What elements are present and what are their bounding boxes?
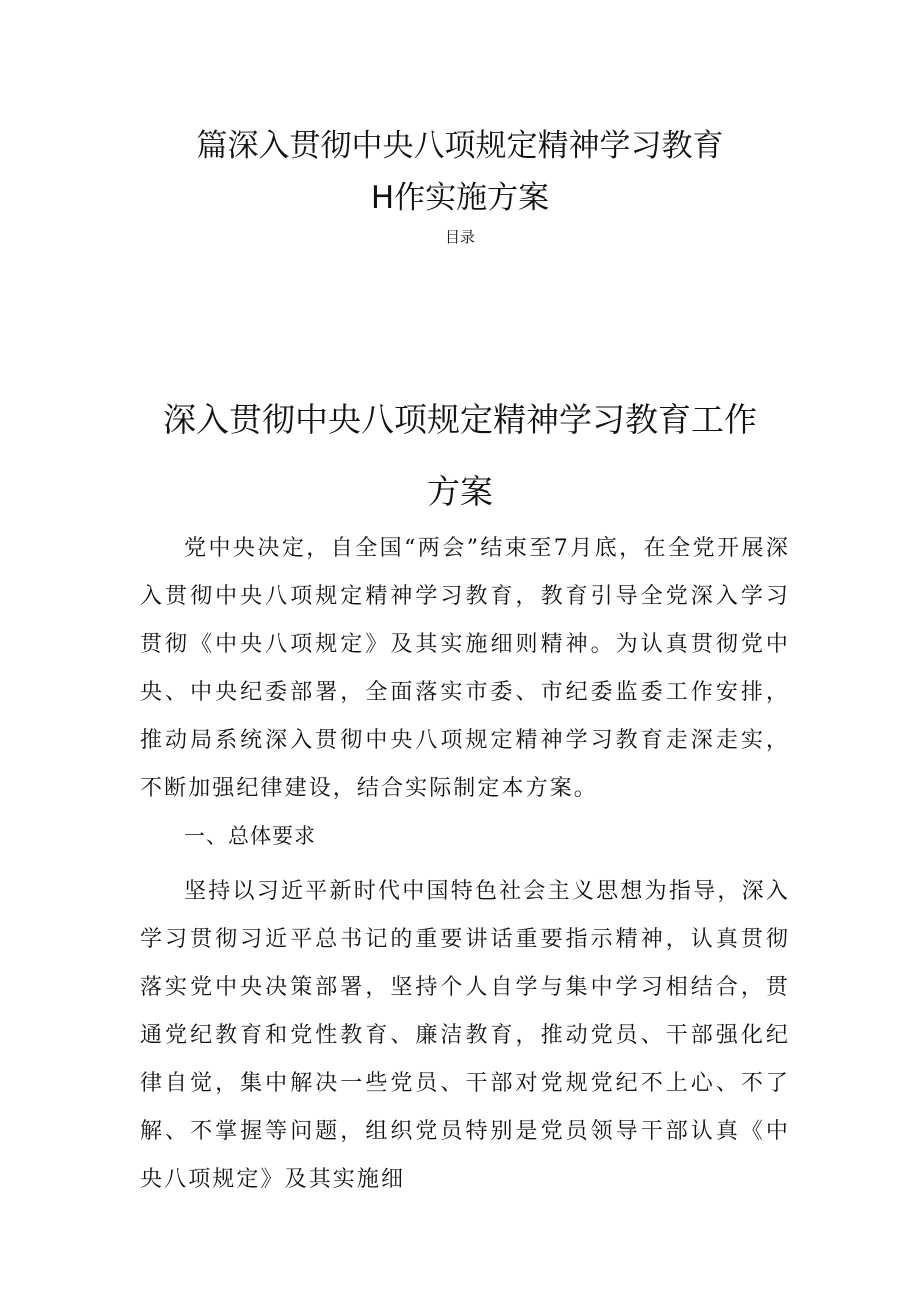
document-title-line2: 方案 — [427, 472, 493, 511]
cover-title-line1: 篇深入贯彻中央八项规定精神学习教育 — [196, 128, 724, 164]
cover-title-line2: H作实施方案 — [370, 180, 550, 216]
paragraph-general-requirements — [140, 868, 790, 1204]
paragraph-general-requirements-text: 坚持以习近平新时代中国特色社会主义思想为指导，深入学习贯彻习近平总书记的重要讲话重要指示精神，认真贯彻落实党中央决策部署，坚持个人自学与集中学习相结合，贯通党纪教育和党性教育、廉洁教育，推动党员、干部强化纪律自觉，集中解决一些党员、干部对党规党纪不上心、不了解、不掌握等问题，组织党员特别是党员领导干部认真《中央八项规定》及其实施细 — [140, 879, 790, 1192]
paragraph-intro — [140, 525, 790, 813]
section-heading-general-requirements: 一、总体要求 — [184, 824, 316, 848]
document-title-line1: 深入贯彻中央八项规定精神学习教育工作 — [163, 400, 757, 439]
paragraph-intro-text: 党中央决定，自全国“两会”结束至7月底，在全党开展深入贯彻中央八项规定精神学习教育，教育引导全党深入学习贯彻《中央八项规定》及其实施细则精神。为认真贯彻党中央、中央纪委部署，全面落实市委、市纪委监委工作安排，推动局系统深入贯彻中央八项规定精神学习教育走深走实，不断加强纪律建设，结合实际制定本方案。 — [140, 536, 790, 801]
toc-label: 目录 — [444, 228, 475, 246]
